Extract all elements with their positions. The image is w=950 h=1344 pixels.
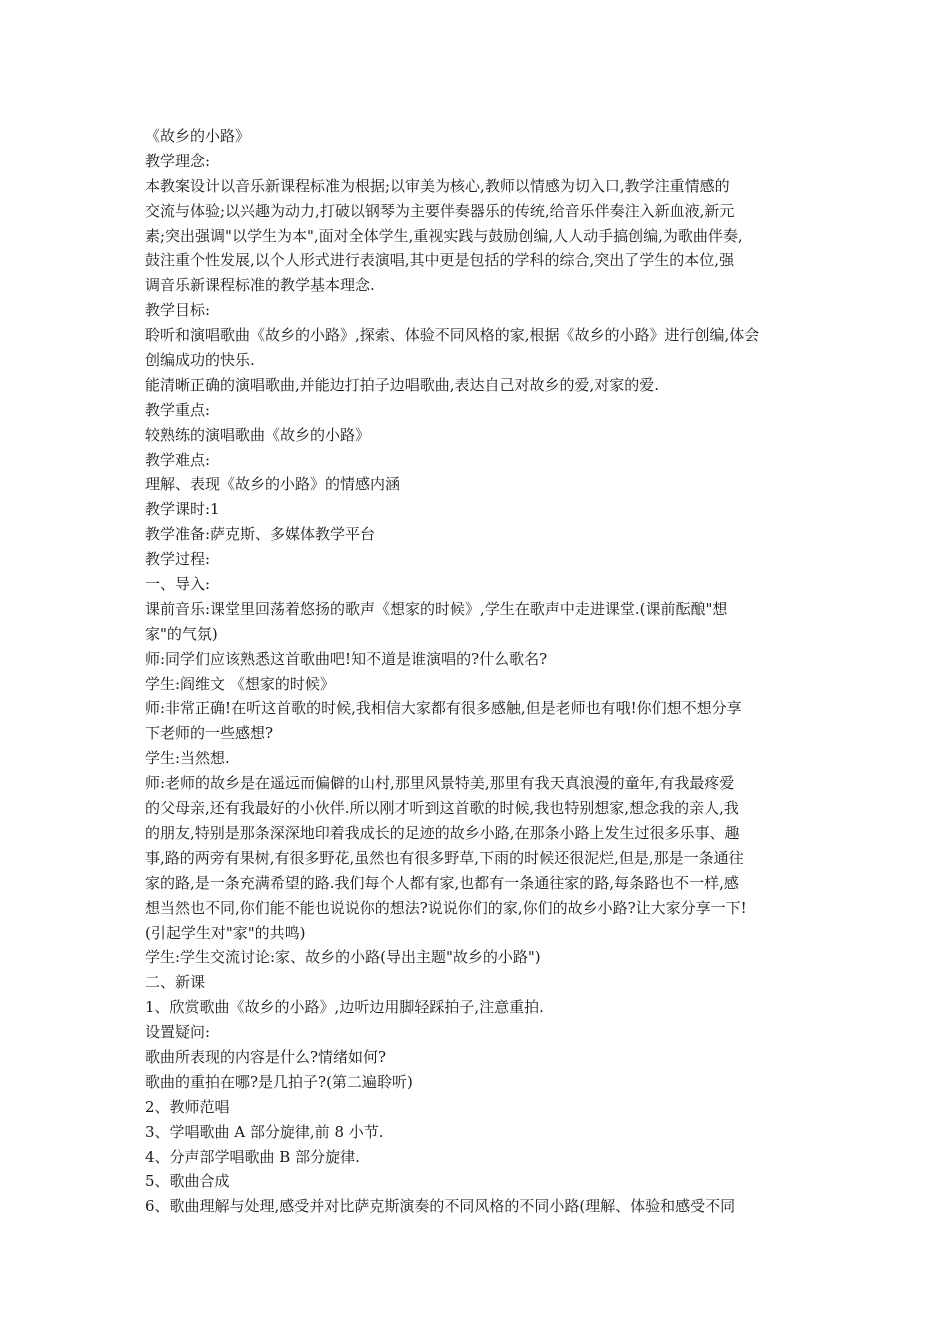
text-line: 学生:当然想. [145, 749, 230, 768]
text-line: 想当然也不同,你们能不能也说说你的想法?说说你们的家,你们的故乡小路?让大家分享一下! [145, 898, 747, 917]
text-line: 聆听和演唱歌曲《故乡的小路》,探索、体验不同风格的家,根据《故乡的小路》进行创编,体会 [145, 326, 760, 345]
text-line: 教学目标: [145, 301, 211, 320]
text-line: 调音乐新课程标准的教学基本理念. [145, 276, 375, 295]
text-line: 较熟练的演唱歌曲《故乡的小路》 [145, 425, 371, 444]
text-line: 设置疑问: [145, 1023, 211, 1042]
text-line: 理解、表现《故乡的小路》的情感内涵 [145, 475, 401, 494]
text-line: 《故乡的小路》 [145, 127, 251, 145]
text-line: 课前音乐:课堂里回荡着悠扬的歌声《想家的时候》,学生在歌声中走进课堂.(课前酝酿"想 [145, 599, 728, 618]
text-line: 学生:阎维文 《想家的时候》 [145, 674, 335, 693]
text-line: 素;突出强调"以学生为本",面对全体学生,重视实践与鼓励创编,人人动手搞创编,为歌曲伴奏, [145, 226, 743, 245]
text-line: 师:非常正确!在听这首歌的时候,我相信大家都有很多感触,但是老师也有哦!你们想不想分享 [145, 699, 742, 718]
text-line: 师:老师的故乡是在遥远而偏僻的山村,那里风景特美,那里有我天真浪漫的童年,有我最疼爱 [145, 774, 735, 793]
text-line: 的父母亲,还有我最好的小伙伴.所以刚才听到这首歌的时候,我也特别想家,想念我的亲人,我 [145, 799, 739, 818]
text-line: 下老师的一些感想? [145, 724, 274, 743]
text-line: 教学重点: [145, 400, 211, 419]
text-line: 能清晰正确的演唱歌曲,并能边打拍子边唱歌曲,表达自己对故乡的爱,对家的爱. [145, 375, 660, 394]
text-line: 1、欣赏歌曲《故乡的小路》,边听边用脚轻踩拍子,注意重拍. [145, 998, 544, 1017]
text-line: 歌曲的重拍在哪?是几拍子?(第二遍聆听) [145, 1072, 413, 1091]
text-line: 鼓注重个性发展,以个人形式进行表演唱,其中更是包括的学科的综合,突出了学生的本位,强 [145, 251, 735, 270]
text-line: 教学课时:1 [145, 500, 220, 519]
text-line: (引起学生对"家"的共鸣) [145, 923, 306, 942]
text-line: 教学难点: [145, 450, 211, 469]
text-line: 的朋友,特别是那条深深地印着我成长的足迹的故乡小路,在那条小路上发生过很多乐事、趣 [145, 823, 740, 842]
text-line: 3、学唱歌曲 A 部分旋律,前 8 小节. [145, 1122, 384, 1141]
text-line: 事,路的两旁有果树,有很多野花,虽然也有很多野草,下雨的时候还很泥烂,但是,那是一条通往 [145, 848, 744, 867]
text-line: 2、教师范唱 [145, 1097, 230, 1116]
text-line: 5、歌曲合成 [145, 1172, 230, 1191]
text-line: 学生:学生交流讨论:家、故乡的小路(导出主题"故乡的小路") [145, 948, 541, 967]
text-line: 本教案设计以音乐新课程标准为根据;以审美为核心,教师以情感为切入口,教学注重情感的 [145, 176, 730, 195]
text-line: 教学理念: [145, 151, 211, 170]
text-line: 交流与体验;以兴趣为动力,打破以钢琴为主要伴奏器乐的传统,给音乐伴奏注入新血液,新元 [145, 201, 735, 220]
text-line: 家的路,是一条充满希望的路.我们每个人都有家,也都有一条通往家的路,每条路也不一样,感 [145, 873, 739, 892]
text-line: 6、歌曲理解与处理,感受并对比萨克斯演奏的不同风格的不同小路(理解、体验和感受不同 [145, 1197, 736, 1216]
text-line: 歌曲所表现的内容是什么?情绪如何? [145, 1047, 387, 1066]
text-line: 一、导入: [145, 575, 211, 594]
text-line: 4、分声部学唱歌曲 B 部分旋律. [145, 1147, 360, 1166]
text-line: 家"的气氛) [145, 624, 218, 643]
text-line: 教学过程: [145, 550, 211, 569]
text-line: 师:同学们应该熟悉这首歌曲吧!知不道是谁演唱的?什么歌名? [145, 649, 548, 668]
text-line: 教学准备:萨克斯、多媒体教学平台 [145, 525, 376, 544]
text-line: 创编成功的快乐. [145, 351, 255, 370]
text-line: 二、新课 [145, 973, 206, 992]
document-body [145, 124, 813, 1219]
